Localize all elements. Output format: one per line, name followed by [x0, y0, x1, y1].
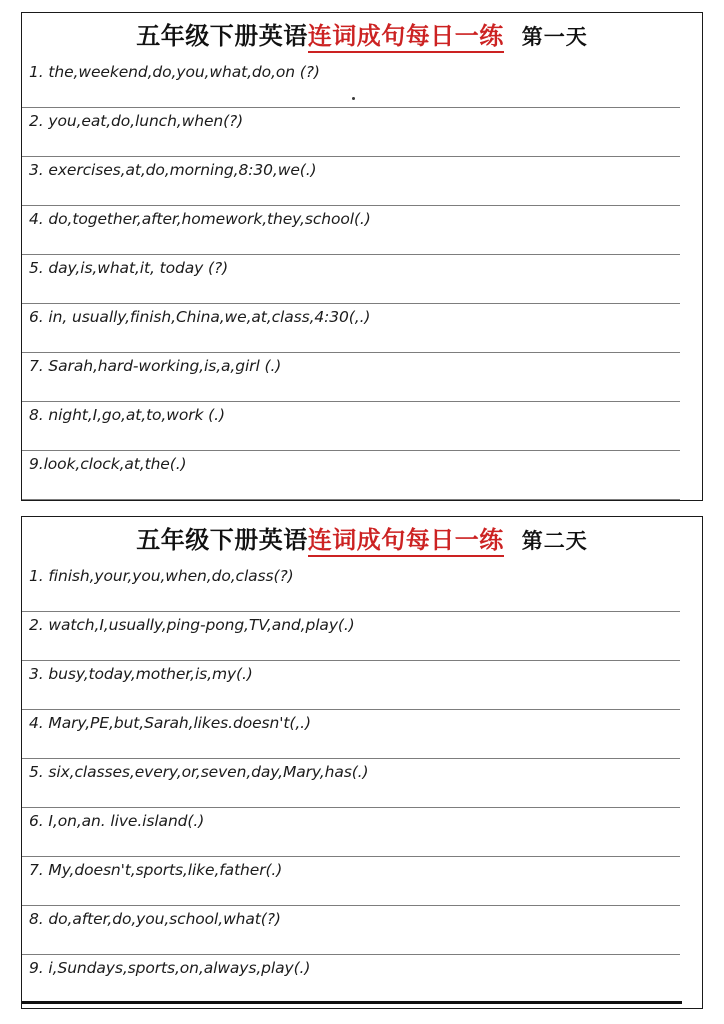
title-topic: 连词成句每日一练 [308, 21, 504, 53]
question-text: 1. finish,your,you,when,do,class(?) [29, 567, 294, 585]
question-text: 1. the,weekend,do,you,what,do,on (?) [29, 63, 320, 81]
question-row [22, 353, 702, 402]
question-text: 3. busy,today,mother,is,my(.) [29, 665, 253, 683]
title-day: 第一天 [521, 24, 588, 49]
question-text: 4. Mary,PE,but,Sarah,likes.doesn't(,.) [29, 714, 311, 732]
question-text: 6. in, usually,finish,China,we,at,class,4:30(,.) [29, 308, 371, 326]
question-list [22, 563, 702, 1004]
question-row [22, 955, 702, 1004]
question-text: 4. do,together,after,homework,they,school(.) [29, 210, 371, 228]
question-row [22, 759, 702, 808]
question-row [22, 157, 702, 206]
worksheet-day-one [21, 12, 703, 501]
question-row [22, 857, 702, 906]
question-row [22, 451, 702, 500]
question-list [22, 59, 702, 500]
worksheet-day-two [21, 516, 703, 1009]
question-text: 8. night,I,go,at,to,work (.) [29, 406, 225, 424]
question-text: 5. day,is,what,it, today (?) [29, 259, 229, 277]
question-text: 2. you,eat,do,lunch,when(?) [29, 112, 244, 130]
question-row [22, 808, 702, 857]
question-text: 5. six,classes,every,or,seven,day,Mary,has(.) [29, 763, 369, 781]
answer-line[interactable] [22, 499, 680, 500]
title-day: 第二天 [521, 528, 588, 553]
question-row [22, 206, 702, 255]
question-text: 9. i,Sundays,sports,on,always,play(.) [29, 959, 311, 977]
question-row [22, 612, 702, 661]
question-row [22, 402, 702, 451]
question-row [22, 661, 702, 710]
question-text: 6. I,on,an. live.island(.) [29, 812, 205, 830]
question-row [22, 710, 702, 759]
question-row [22, 906, 702, 955]
title-topic: 连词成句每日一练 [308, 525, 504, 557]
question-text: 9.look,clock,at,the(.) [29, 455, 187, 473]
question-row [22, 563, 702, 612]
title-subject: 五年级下册英语 [136, 21, 308, 50]
question-row [22, 59, 702, 108]
question-text: 3. exercises,at,do,morning,8:30,we(.) [29, 161, 317, 179]
question-row [22, 255, 702, 304]
question-text: 2. watch,I,usually,ping-pong,TV,and,play(.) [29, 616, 355, 634]
question-text: 8. do,after,do,you,school,what(?) [29, 910, 281, 928]
title-subject: 五年级下册英语 [136, 525, 308, 554]
worksheet-title [22, 21, 702, 52]
question-row [22, 108, 702, 157]
question-text: 7. My,doesn't,sports,like,father(.) [29, 861, 283, 879]
question-row [22, 304, 702, 353]
ink-speck [352, 97, 355, 100]
question-text: 7. Sarah,hard-working,is,a,girl (.) [29, 357, 282, 375]
worksheet-title [22, 525, 702, 556]
answer-line[interactable] [22, 1001, 682, 1004]
